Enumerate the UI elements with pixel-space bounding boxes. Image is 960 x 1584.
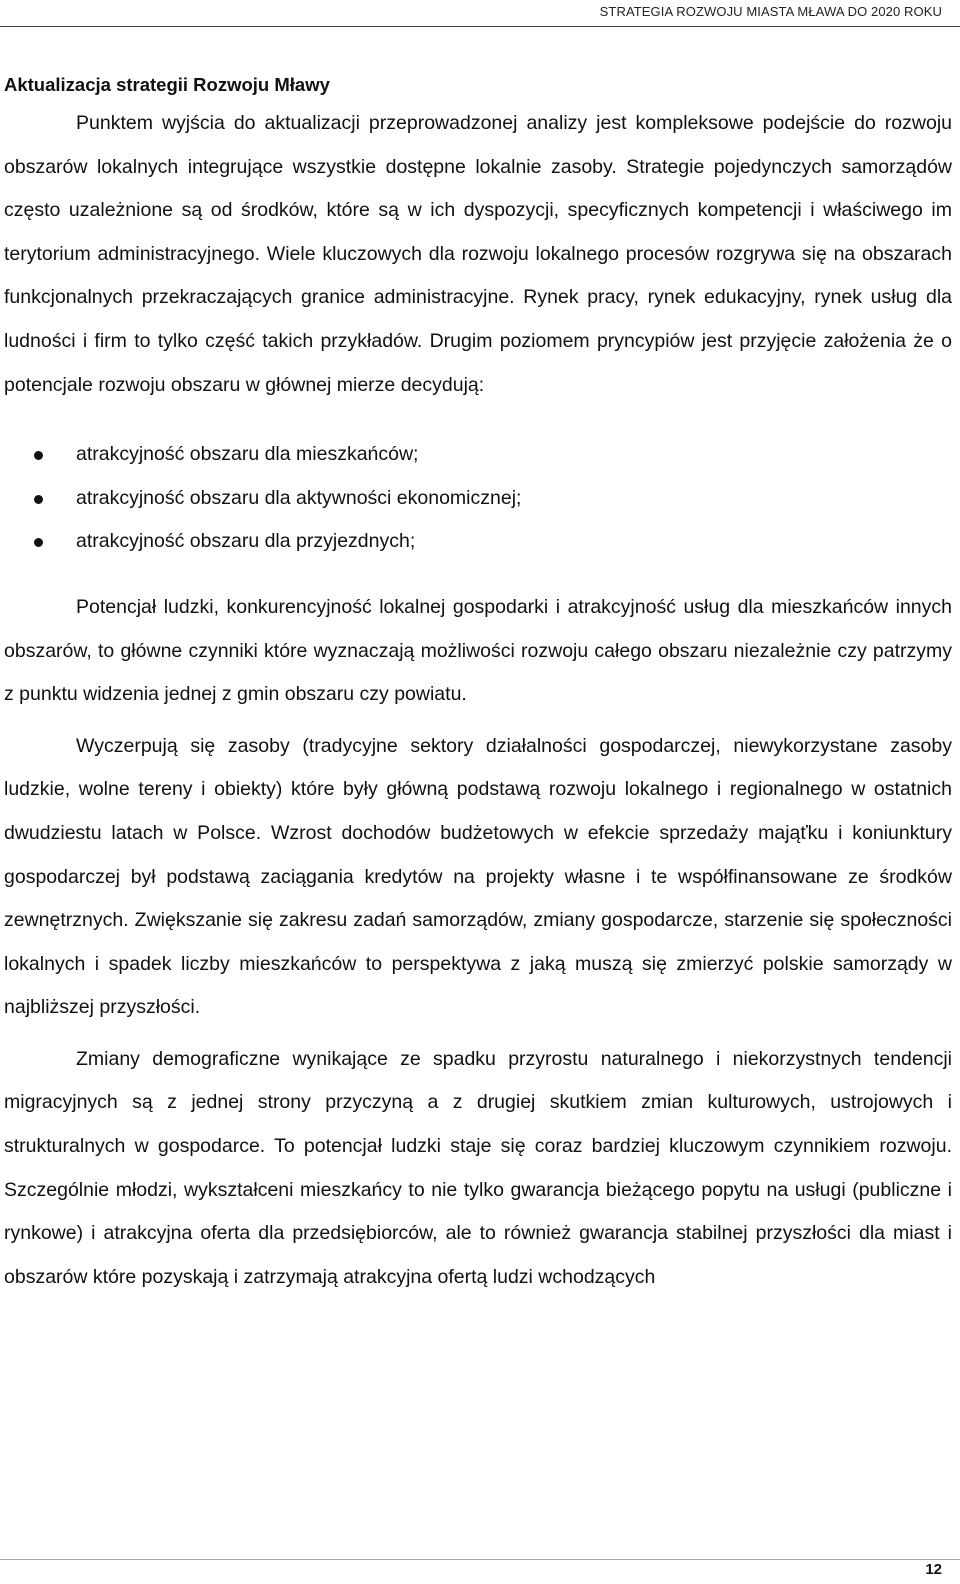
bullet-item [4, 433, 952, 477]
bullet-text: atrakcyjność obszaru dla aktywności ekonomicznej; [76, 486, 522, 509]
paragraph-human-potential: Potencjał ludzki, konkurencyjność lokalnej gospodarki i atrakcyjność usług dla mieszkańców innych obszarów, to główne czynniki które wyznaczają możliwości rozwoju całego obszaru niezależnie czy patrzymy z punktu widzenia jednej z gmin obszaru czy powiatu. [4, 595, 952, 706]
page-number: 12 [925, 1561, 942, 1578]
paragraph-demographics: Zmiany demograficzne wynikające ze spadku przyrostu naturalnego i niekorzystnych tendencji migracyjnych są z jednej strony przyczyną a z drugiej skutkiem zmian kulturowych, ustrojowych i strukturalnych w gospodarce. To potencjał ludzki staje się coraz bardziej kluczowym czynnikiem rozwoju. Szczególnie młodzi, wykształceni mieszkańcy to nie tylko gwarancja bieżącego popytu na usługi (publiczne i rynkowe) i atrakcyjna oferta dla przedsiębiorców, ale to również gwarancja stabilnej przyszłości dla miast i obszarów które pozyskają i zatrzymają atrakcyjna ofertą ludzi wchodzących [4, 1047, 952, 1288]
paragraph-resources: Wyczerpują się zasoby (tradycyjne sektory działalności gospodarczej, niewykorzystane zasoby ludzkie, wolne tereny i obiekty) które były główną podstawą rozwoju lokalnego i regionalnego w ostatnich dwudziestu latach w Polsce. Wzrost dochodów budżetowych w efekcie sprzedaży mająťku i koniunktury gospodarczej był podstawą zaciągania kredytów na projekty własne i te współfinansowane ze środków zewnętrznych. Zwiększanie się zakresu zadań samorządów, zmiany gospodarcze, starzenie się społeczności lokalnych i spadek liczby mieszkańców to perspektywa z jaką muszą się zmierzyć polskie samorządy w najbliższej przyszłości. [4, 734, 952, 1019]
paragraph-intro: Punktem wyjścia do aktualizacji przeprowadzonej analizy jest kompleksowe podejście do rozwoju obszarów lokalnych integrujące wszystkie dostępne lokalnie zasoby. Strategie pojedynczych samorządów często uzależnione są od środków, które są w ich dyspozycji, specyficznych kompetencji i właściwego im terytorium administracyjnego. Wiele kluczowych dla rozwoju lokalnego procesów rozgrywa się na obszarach funkcjonalnych przekraczających granice administracyjne. Rynek pracy, rynek edukacyjny, rynek usług dla ludności i firm to tylko część takich przykładów. Drugim poziomem pryncypiów jest przyjęcie założenia że o potencjale rozwoju obszaru w głównej mierze decydują: [4, 112, 952, 396]
header-divider [0, 26, 960, 27]
section-title: Aktualizacja strategii Rozwoju Mławy [4, 74, 330, 95]
footer-divider [0, 1559, 960, 1560]
bullet-item [4, 520, 952, 564]
bullet-text: atrakcyjność obszaru dla przyjezdnych; [76, 530, 416, 553]
bullet-icon [34, 495, 43, 504]
running-header: STRATEGIA ROZWOJU MIASTA MŁAWA DO 2020 ROKU [599, 4, 942, 19]
bullet-icon [34, 451, 43, 460]
bullet-list [4, 433, 952, 564]
document-body [4, 72, 952, 1299]
bullet-icon [34, 538, 43, 547]
bullet-item [4, 477, 952, 521]
bullet-text: atrakcyjność obszaru dla mieszkańców; [76, 443, 419, 466]
